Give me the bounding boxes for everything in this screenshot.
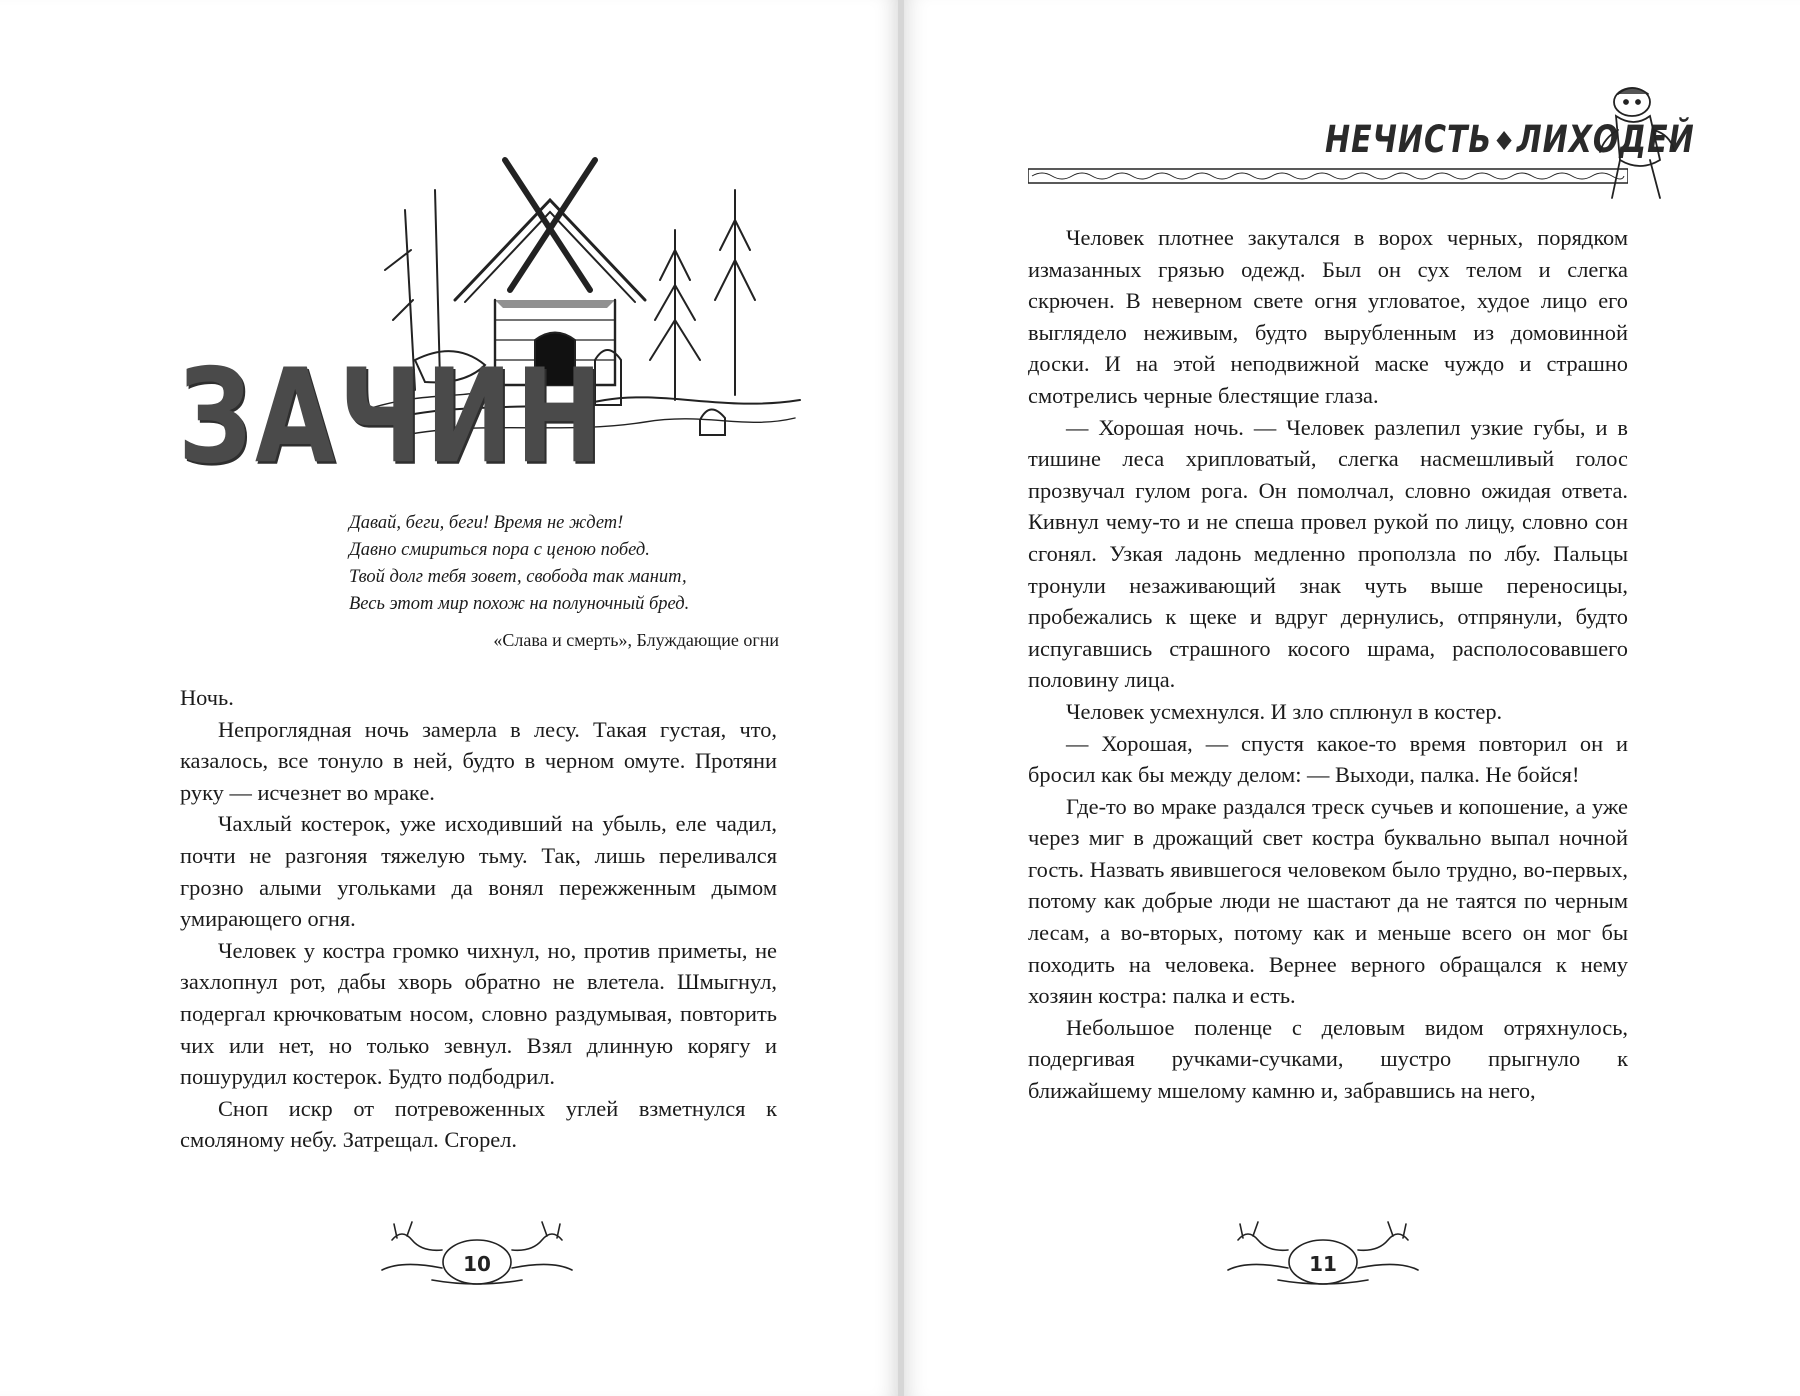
right-folio-ornament xyxy=(1218,1210,1428,1290)
paragraph: Ночь. xyxy=(180,685,234,710)
epigraph xyxy=(349,510,779,654)
paragraph: — Хорошая, — спустя какое-то время повторил он и бросил как бы между делом: — Выходи, палка. Не бойся! xyxy=(1028,730,1628,788)
page-number: 11 xyxy=(1309,1252,1337,1276)
running-head-separator: ◆ xyxy=(1496,123,1513,153)
chapter-title: ЗАЧИН xyxy=(178,340,606,493)
epigraph-line: Давай, беги, беги! Время не ждет! xyxy=(349,513,624,533)
right-body-text xyxy=(1028,222,1628,1107)
epigraph-line: Давно смириться пора с ценою побед. xyxy=(349,540,650,560)
left-body-text xyxy=(180,682,777,1156)
paragraph: Человек у костра громко чихнул, но, против приметы, не захлопнул рот, дабы хворь обратно не влетела. Шмыгнул, подергал крючковатым носом, словно раздумывая, повторить чих или нет, но только зевнул. Взял длинную корягу и пошурудил костерок. Будто подбодрил. xyxy=(180,937,777,1090)
left-page xyxy=(0,0,898,1396)
paragraph: — Хорошая ночь. — Человек разлепил узкие губы, и в тишине леса хрипловатый, слегка насмешливый голос прозвучал гулом рога. Он помолчал, словно ожидая ответа. Кивнул чему-то и не спеша провел рукой по лицу, словно сон сгонял. Узкая ладонь медленно проползла по лбу. Пальцы тронули незаживающий знак чуть выше переносицы, пробежались к щеке и вдруг дернулись, отпрянули, будто испугавшись страшного косого шрама, располосовавшего половину лица. xyxy=(1028,414,1628,693)
imp-ornament-icon xyxy=(372,1210,582,1290)
header-ornament-rule xyxy=(1028,168,1628,184)
running-head-part1: НЕЧИСТЬ xyxy=(1325,118,1493,162)
goblin-illustration xyxy=(1590,80,1680,205)
paragraph: Где-то во мраке раздался треск сучьев и копошение, а уже через миг в дрожащий свет костра буквально выпал ночной гость. Назвать явившегося человеком было трудно, во-первых, потому как добрые люди не шастают да не таятся по черным лесам, а во-вторых, потому как и меньше всего он мог бы походить на человека. Вернее верного обращался к нему хозяин костра: палка и есть. xyxy=(1028,793,1628,1009)
epigraph-line: Твой долг тебя зовет, свобода так манит, xyxy=(349,567,687,587)
imp-ornament-icon xyxy=(1218,1210,1428,1290)
paragraph: Человек плотнее закутался в ворох черных, порядком измазанных грязью одежд. Был он сух телом и слегка скрючен. В неверном свете огня угловатое, худое лицо его выглядело неживым, будто вырубленным из домовинной доски. И на этой неподвижной маске чуждо и страшно смотрелись черные блестящие глаза. xyxy=(1028,225,1628,408)
page-number: 10 xyxy=(463,1252,491,1276)
epigraph-source: «Слава и смерть», Блуждающие огни xyxy=(493,630,779,650)
epigraph-line: Весь этот мир похож на полуночный бред. xyxy=(349,594,690,614)
paragraph: Непроглядная ночь замерла в лесу. Такая густая, что, казалось, все тонуло в ней, будто в черном омуте. Протяни руку — исчезнет во мраке. xyxy=(180,716,777,805)
paragraph: Чахлый костерок, уже исходивший на убыль, еле чадил, почти не разгоняя тяжелую тьму. Так, лишь переливался грозно алыми угольками да вонял пережженным дымом умирающего огня. xyxy=(180,811,777,932)
left-folio-ornament xyxy=(372,1210,582,1290)
paragraph: Небольшое поленце с деловым видом отряхнулось, подергивая ручками-сучками, шустро прыгнуло к ближайшему мшелому камню и, забравшись на него, xyxy=(1028,1014,1628,1104)
paragraph: Сноп искр от потревоженных углей взметнулся к смоляному небу. Затрещал. Сгорел. xyxy=(180,1095,777,1153)
paragraph: Человек усмехнулся. И зло сплюнул в костер. xyxy=(1066,698,1503,724)
running-head-part2: ЛИХОДЕЙ xyxy=(1516,118,1695,162)
